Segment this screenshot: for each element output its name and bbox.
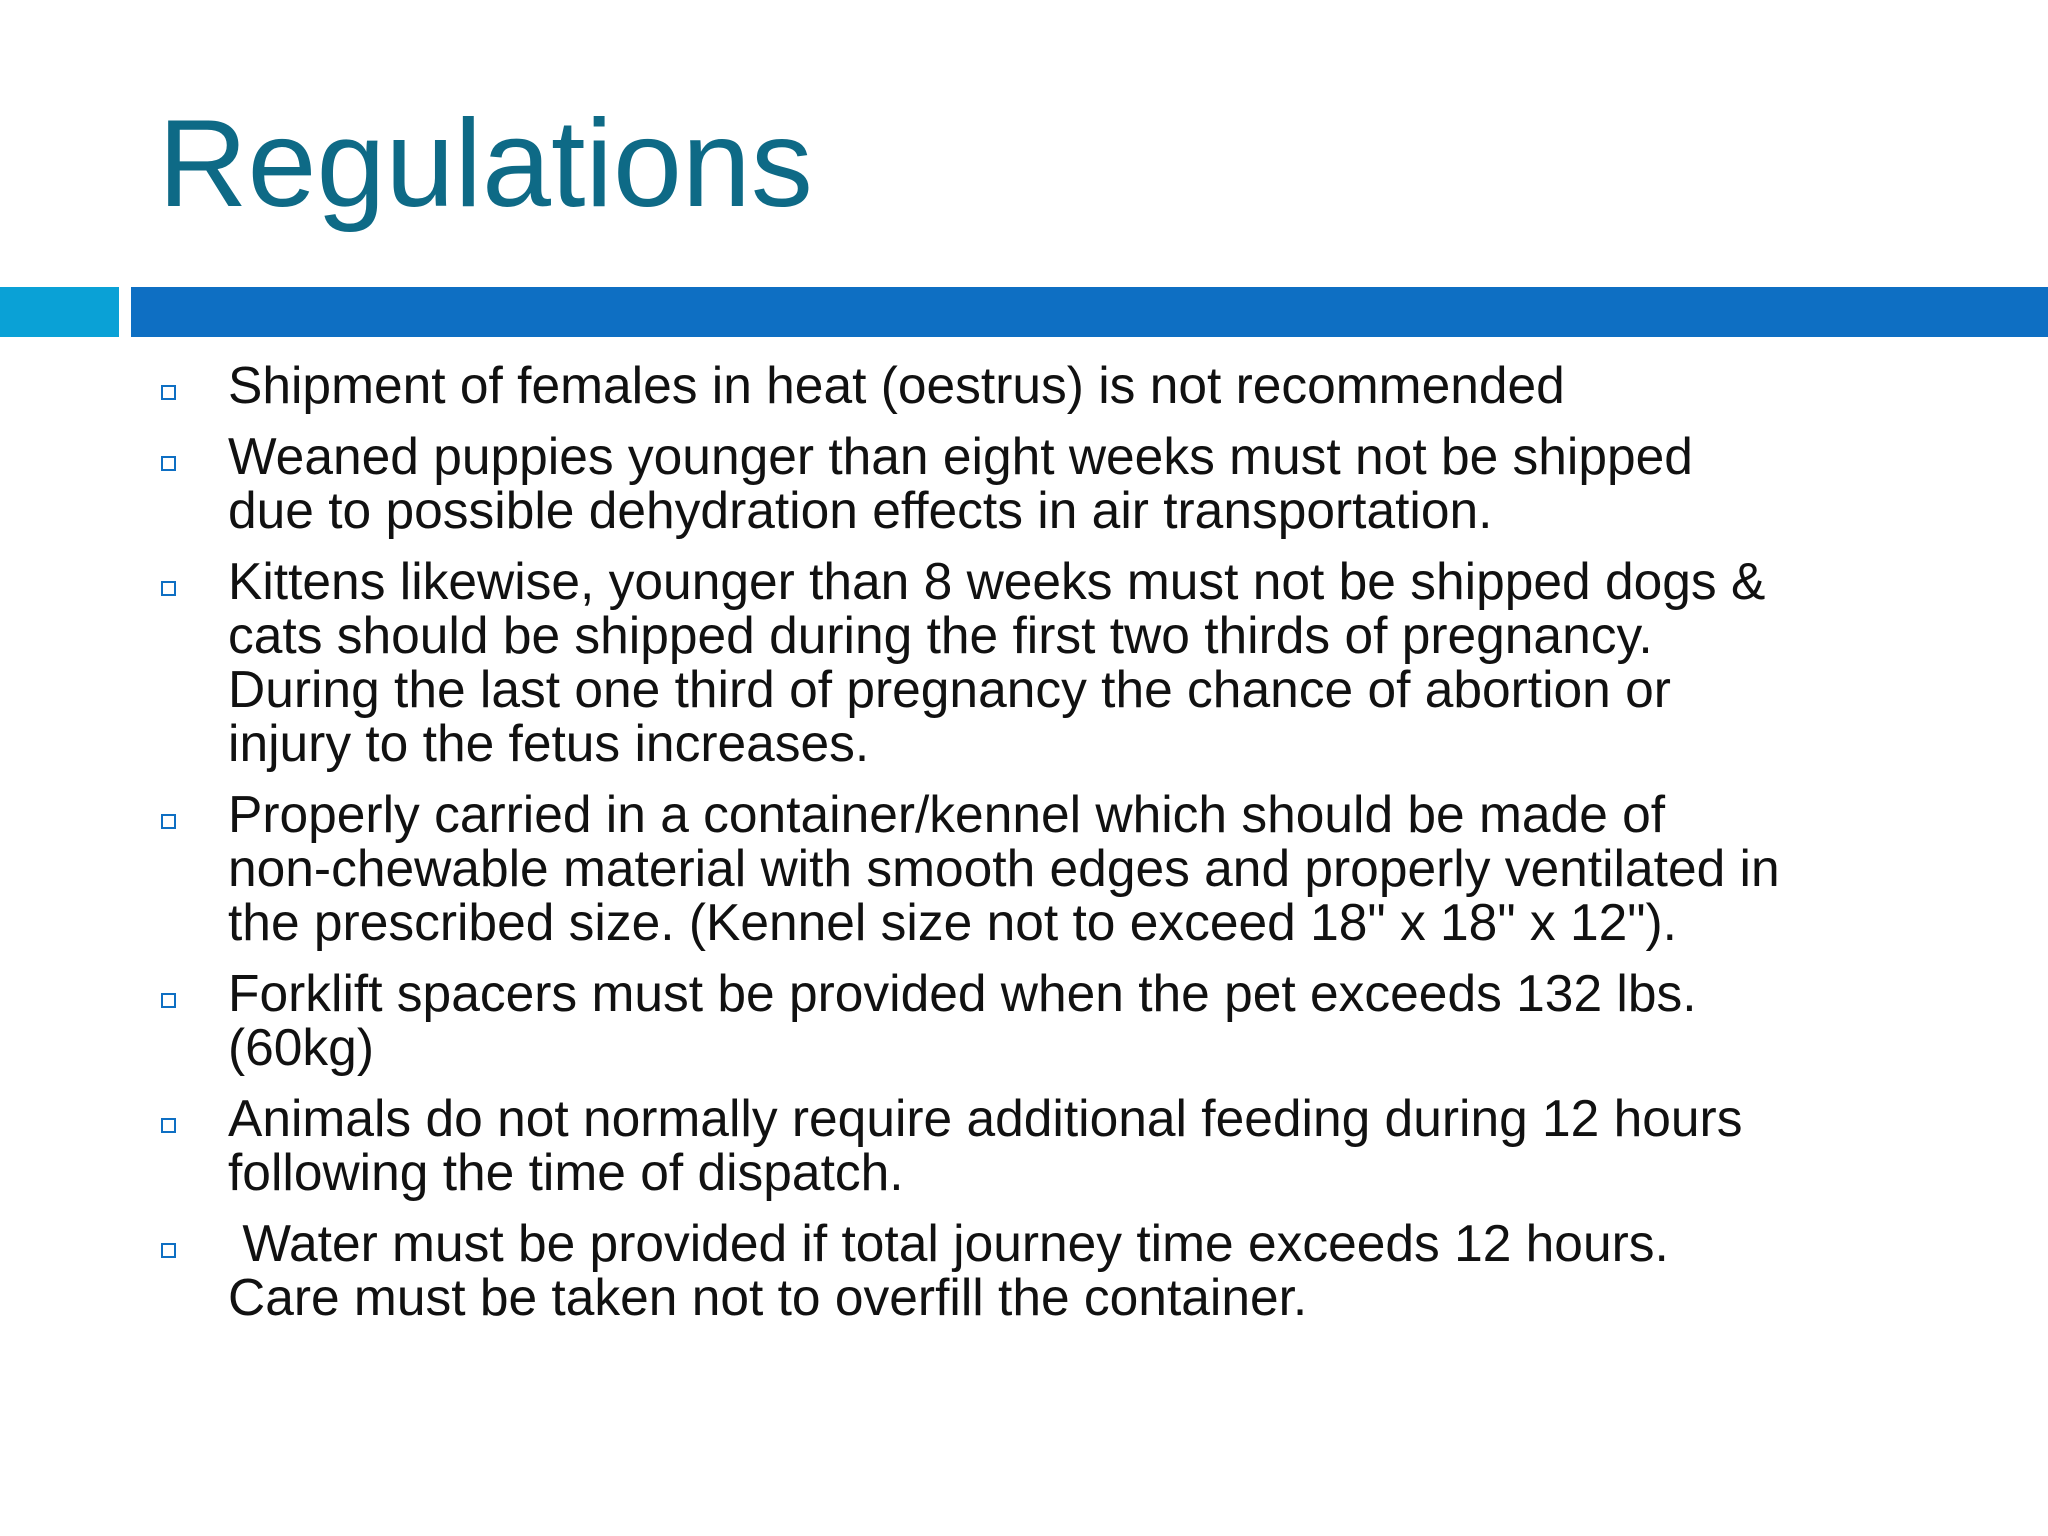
bullet-item-kittens-pregnancy <box>161 554 1951 770</box>
header-accent-bar <box>0 287 119 337</box>
bullet-text: Kittens likewise, younger than 8 weeks must not be shipped dogs & cats should be shipped during the first two thirds of pregnancy. During the last one third of pregnancy the chance of abortion or injury to the fetus increases. <box>228 552 1766 772</box>
bullet-text: Properly carried in a container/kennel which should be made of non-chewable material with smooth edges and properly ventilated in the prescribed size. (Kennel size not to exceed 18" x 18" x 12"). <box>228 785 1780 951</box>
hollow-square-bullet-icon <box>161 581 176 596</box>
bullet-item-kennel-container <box>161 787 1951 949</box>
bullet-text: Weaned puppies younger than eight weeks must not be shipped due to possible dehydration effects in air transportation. <box>228 427 1693 539</box>
hollow-square-bullet-icon <box>161 814 176 829</box>
hollow-square-bullet-icon <box>161 1243 176 1258</box>
hollow-square-bullet-icon <box>161 993 176 1008</box>
bullet-item-feeding <box>161 1091 1951 1199</box>
bullet-list <box>161 358 1951 1341</box>
hollow-square-bullet-icon <box>161 456 176 471</box>
bullet-item-females-in-heat <box>161 358 1951 412</box>
bullet-item-weaned-puppies <box>161 429 1951 537</box>
header-divider-bar <box>131 287 2048 337</box>
bullet-text: Water must be provided if total journey time exceeds 12 hours. Care must be taken not to overfill the container. <box>228 1214 1669 1326</box>
hollow-square-bullet-icon <box>161 385 176 400</box>
bullet-text: Animals do not normally require additional feeding during 12 hours following the time of dispatch. <box>228 1089 1743 1201</box>
slide-title: Regulations <box>158 95 813 233</box>
bullet-text: Shipment of females in heat (oestrus) is not recommended <box>228 356 1565 414</box>
bullet-item-forklift-spacers <box>161 966 1951 1074</box>
bullet-text: Forklift spacers must be provided when the pet exceeds 132 lbs. (60kg) <box>228 964 1697 1076</box>
hollow-square-bullet-icon <box>161 1118 176 1133</box>
bullet-item-water <box>161 1216 1951 1324</box>
